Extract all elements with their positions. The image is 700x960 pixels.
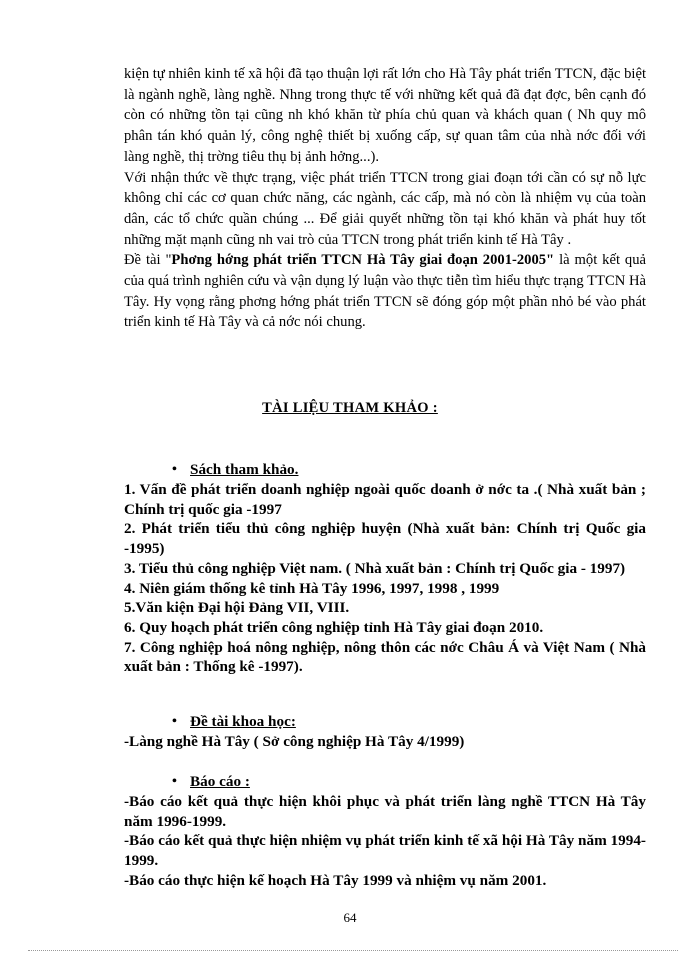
bullet-icon: • <box>172 462 177 477</box>
intro-paragraph-2: Với nhận thức về thực trạng, việc phát triển TTCN trong giai đoạn tới cần có sự nỗ lực không chỉ các cơ quan chức năng, các ngành, các cấp, mà nó còn là nhiệm vụ của toàn dân, các tổ chức quần chúng ... Để giải quyết những tồn tại khó khăn và phát huy tốt những mặt mạnh cũng nh vai trò của TTCN trong phát triển kinh tế Hà Tây . <box>124 169 646 248</box>
bullet-icon: • <box>172 774 177 789</box>
research-section <box>124 712 646 752</box>
books-title-row <box>124 460 646 480</box>
reports-title-row <box>124 772 646 792</box>
research-title-row <box>124 712 646 732</box>
book-item: 4. Niên giám thống kê tỉnh Hà Tây 1996, 1997, 1998 , 1999 <box>124 579 500 597</box>
book-item: 2. Phát triển tiểu thủ công nghiệp huyện (Nhà xuất bản: Chính trị Quốc gia -1995) <box>124 520 646 558</box>
thesis-title: Phơng hớng phát triển TTCN Hà Tây giai đoạn 2001-2005" <box>171 252 555 269</box>
book-item: 1. Vấn đề phát triển doanh nghiệp ngoài quốc doanh ở nớc ta .( Nhà xuất bản ; Chính trị quốc gia -1997 <box>124 481 646 518</box>
research-item: -Làng nghề Hà Tây ( Sở công nghiệp Hà Tây 4/1999) <box>124 733 465 750</box>
bullet-icon: • <box>172 714 177 729</box>
books-title: Sách tham khảo. <box>190 461 299 478</box>
book-item: 7. Công nghiệp hoá nông nghiệp, nông thôn các nớc Châu Á và Việt Nam ( Nhà xuất bản : Thống kê -1997). <box>124 638 646 676</box>
page-number: 64 <box>343 910 357 925</box>
report-item: -Báo cáo kết quả thực hiện nhiệm vụ phát triển kinh tế xã hội Hà Tây năm 1994-1999. <box>124 832 646 870</box>
reports-section <box>124 772 646 891</box>
references-heading: TÀI LIỆU THAM KHẢO : <box>262 400 438 416</box>
paragraph-3-rest: là một kết quả của quá trình nghiên cứu và vận dụng lý luận vào thực tiễn tìm hiểu thực trạng TTCN Hà Tây. Hy vọng rằng phơng hớng phát triển TTCN sẽ đóng góp một phần nhỏ bé vào phát triển kinh tế Hà Tây và cả nớc nói chung. <box>124 252 647 331</box>
report-item: -Báo cáo thực hiện kế hoạch Hà Tây 1999 và nhiệm vụ năm 2001. <box>124 871 547 889</box>
paragraph-3-lead: Đề tài " <box>124 252 172 269</box>
book-item: 5.Văn kiện Đại hội Đảng VII, VIII. <box>124 599 350 617</box>
reports-title: Báo cáo : <box>190 773 250 790</box>
book-item: 3. Tiểu thủ công nghiệp Việt nam. ( Nhà xuất bản : Chính trị Quốc gia - 1997) <box>124 559 626 577</box>
intro-text <box>124 64 646 333</box>
books-section <box>124 460 646 677</box>
report-item: -Báo cáo kết quả thực hiện khôi phục và phát triển làng nghề TTCN Hà Tây năm 1996-1999. <box>124 793 646 830</box>
book-item: 6. Quy hoạch phát triển công nghiệp tỉnh Hà Tây giai đoạn 2010. <box>124 618 544 636</box>
research-title: Đề tài khoa học: <box>190 713 296 730</box>
intro-paragraph-1: kiện tự nhiên kinh tế xã hội đã tạo thuận lợi rất lớn cho Hà Tây phát triển TTCN, đặc biệt là ngành nghề, làng nghề. Nhng trong thực tế với những kết quả đã đạt đợc, bên cạnh đó còn có những tồn tại cũng nh khó khăn từ phía chủ quan và khách quan ( Nh quy mô phân tán khó quản lý, công nghệ thiết bị xuống cấp, sự quan tâm của nhà nớc đối với làng nghề, thị trờng tiêu thụ bị ảnh hởng...). <box>124 66 646 165</box>
footer-divider <box>28 950 678 951</box>
intro-paragraph-3 <box>124 250 646 333</box>
